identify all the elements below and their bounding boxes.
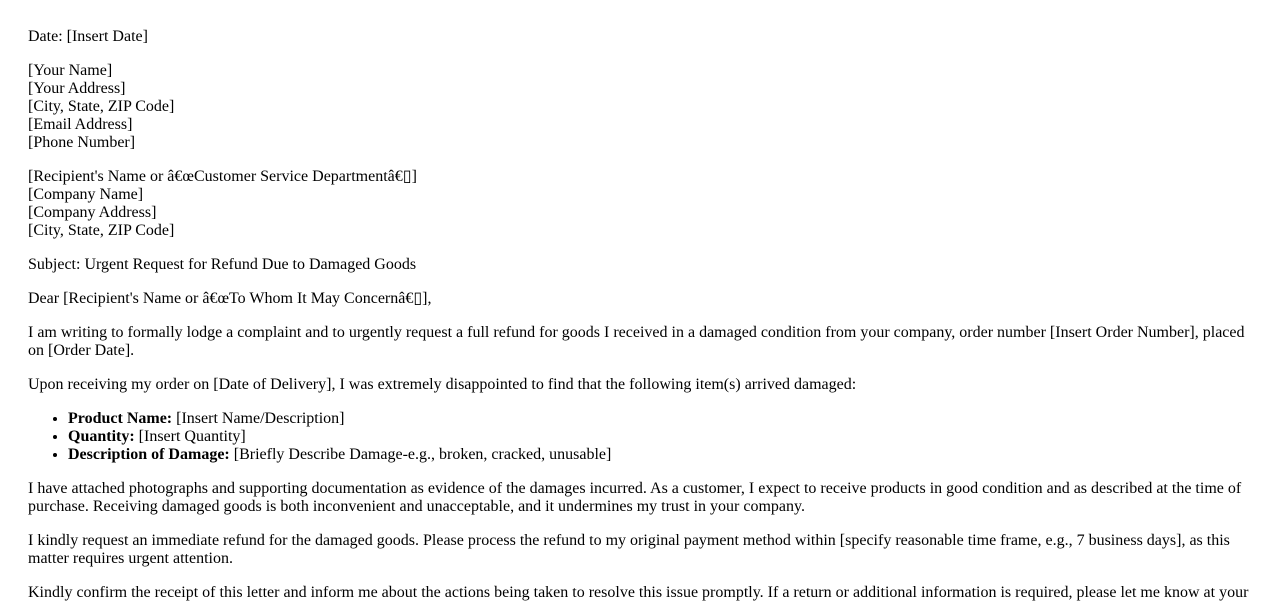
list-item-value: [Insert Quantity] <box>134 428 246 445</box>
damaged-items-list <box>28 410 1250 464</box>
evidence-paragraph: I have attached photographs and supporting documentation as evidence of the damages incurred. As a customer, I expect to receive products in good condition and as described at the time of purchase. Receiving damaged goods is both inconvenient and unacceptable, and it undermines my trust in your company. <box>28 480 1242 515</box>
recipient-company-name: [Company Name] <box>28 186 144 203</box>
list-item-damage-description <box>68 446 1250 464</box>
refund-request-paragraph: I kindly request an immediate refund for the damaged goods. Please process the refund to my original payment method within [specify reasonable time frame, e.g., 7 business days], as this matter requires urgent attention. <box>28 532 1230 567</box>
date-line: Date: [Insert Date] <box>28 28 148 45</box>
list-item-product-name <box>68 410 1250 428</box>
subject-line: Subject: Urgent Request for Refund Due to Damaged Goods <box>28 256 417 273</box>
confirmation-paragraph: Kindly confirm the receipt of this letter and inform me about the actions being taken to resolve this issue promptly. If a return or additional information is required, please let me know at your <box>28 584 1249 601</box>
recipient-name: [Recipient's Name or â€œCustomer Service Departmentâ€▯] <box>28 168 417 185</box>
intro-paragraph: I am writing to formally lodge a complaint and to urgently request a full refund for goods I received in a damaged condition from your company, order number [Insert Order Number], placed on [Order Date]. <box>28 324 1245 359</box>
list-item-value: [Briefly Describe Damage-e.g., broken, cracked, unusable] <box>229 446 612 463</box>
list-item-label: Product Name: <box>68 410 173 427</box>
list-item-value: [Insert Name/Description] <box>172 410 345 427</box>
list-item-label: Quantity: <box>68 428 135 445</box>
sender-city-state-zip: [City, State, ZIP Code] <box>28 98 175 115</box>
salutation: Dear [Recipient's Name or â€œTo Whom It May Concernâ€▯], <box>28 290 432 307</box>
recipient-address-block <box>28 168 1250 240</box>
sender-email: [Email Address] <box>28 116 133 133</box>
recipient-city-state-zip: [City, State, ZIP Code] <box>28 222 175 239</box>
list-item-label: Description of Damage: <box>68 446 230 463</box>
sender-address: [Your Address] <box>28 80 126 97</box>
sender-name: [Your Name] <box>28 62 113 79</box>
sender-address-block <box>28 62 1250 152</box>
delivery-paragraph: Upon receiving my order on [Date of Delivery], I was extremely disappointed to find that the following item(s) arrived damaged: <box>28 376 857 393</box>
sender-phone: [Phone Number] <box>28 134 136 151</box>
recipient-company-address: [Company Address] <box>28 204 157 221</box>
list-item-quantity <box>68 428 1250 446</box>
